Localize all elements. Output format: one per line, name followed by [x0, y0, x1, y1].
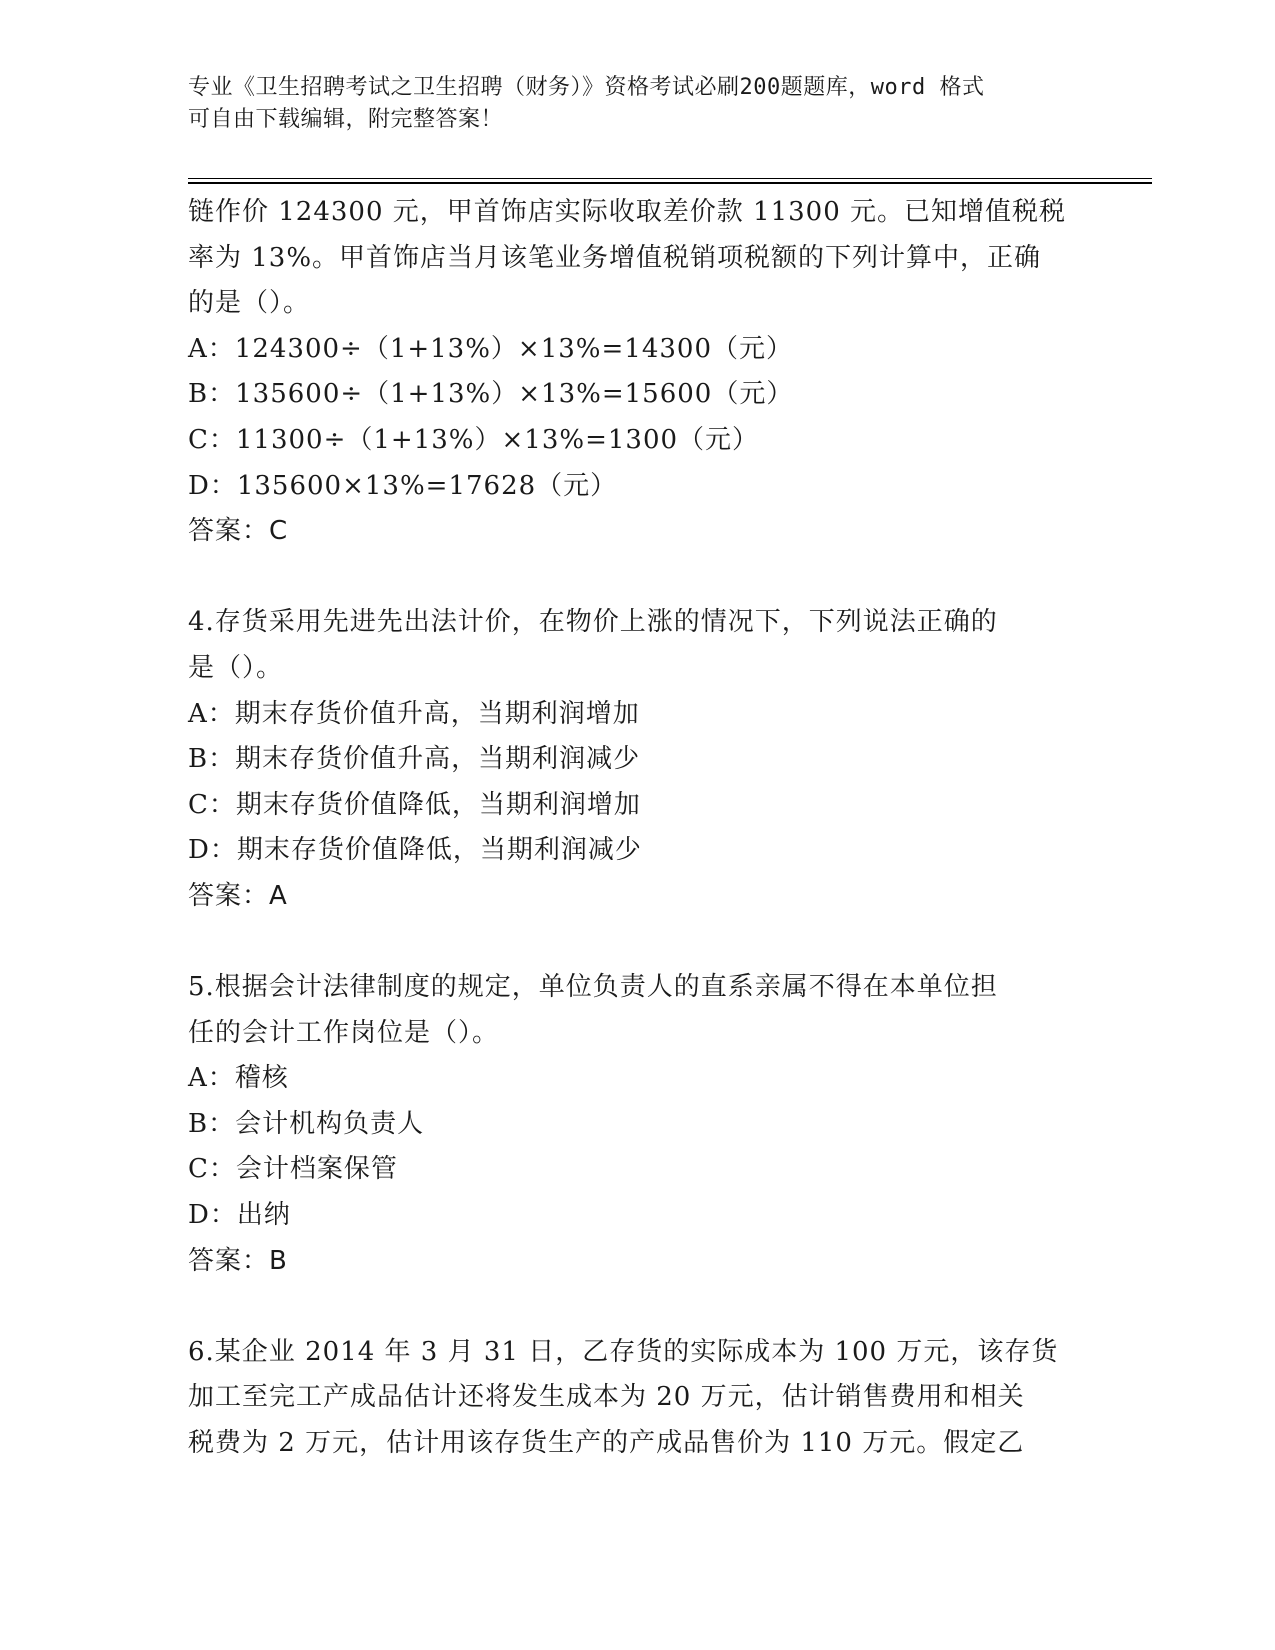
answer-line: 答案：B [188, 1245, 288, 1276]
option-b: B：135600÷（1+13%）×13%=15600（元） [188, 379, 794, 410]
header-divider-thick [188, 182, 1152, 184]
question-stem-line: 税费为 2 万元，估计用该存货生产的产成品售价为 110 万元。假定乙 [188, 1428, 1025, 1459]
option-c: C：会计档案保管 [188, 1154, 398, 1185]
question-stem-line: 6.某企业 2014 年 3 月 31 日，乙存货的实际成本为 100 万元，该存货 [188, 1336, 1059, 1367]
header-divider-thin [188, 178, 1152, 179]
header-title-line-1: 专业《卫生招聘考试之卫生招聘（财务）》资格考试必刷200题题库，word 格式 [188, 75, 985, 100]
question-stem-line: 链作价 124300 元，甲首饰店实际收取差价款 11300 元。已知增值税税 [188, 197, 1067, 227]
option-c: C：11300÷（1+13%）×13%=1300（元） [188, 424, 760, 455]
question-stem-line: 4.存货采用先进先出法计价，在物价上涨的情况下，下列说法正确的 [188, 607, 998, 638]
option-a: A：稽核 [188, 1063, 289, 1094]
option-c: C：期末存货价值降低，当期利润增加 [188, 789, 641, 820]
question-stem-line: 任的会计工作岗位是（）。 [188, 1017, 500, 1048]
option-b: B：会计机构负责人 [188, 1108, 425, 1139]
question-6 [188, 1330, 1088, 1467]
option-d: D：135600×13%=17628（元） [188, 470, 618, 501]
question-stem-line: 5.根据会计法律制度的规定，单位负责人的直系亲属不得在本单位担 [188, 972, 998, 1003]
option-a: A：期末存货价值升高，当期利润增加 [188, 698, 640, 729]
question-stem-line: 的是（）。 [188, 288, 311, 319]
question-3 [188, 190, 1088, 555]
answer-line: 答案：C [188, 516, 289, 547]
question-spacer [188, 920, 1088, 966]
option-b: B：期末存货价值升高，当期利润减少 [188, 744, 641, 775]
question-stem-line: 率为 13%。甲首饰店当月该笔业务增值税销项税额的下列计算中，正确 [188, 242, 1042, 273]
document-header [188, 72, 1088, 136]
question-4 [188, 600, 1088, 919]
question-stem-line: 是（）。 [188, 652, 284, 683]
question-spacer [188, 555, 1088, 601]
option-d: D：期末存货价值降低，当期利润减少 [188, 835, 642, 866]
question-stem-line: 加工至完工产成品估计还将发生成本为 20 万元，估计销售费用和相关 [188, 1382, 1025, 1413]
option-a: A：124300÷（1+13%）×13%=14300（元） [188, 333, 793, 364]
option-d: D：出纳 [188, 1200, 291, 1231]
question-content [188, 190, 1088, 1467]
header-title-line-2: 可自由下载编辑，附完整答案！ [188, 107, 504, 132]
answer-line: 答案：A [188, 880, 288, 911]
question-spacer [188, 1284, 1088, 1330]
question-5 [188, 965, 1088, 1284]
